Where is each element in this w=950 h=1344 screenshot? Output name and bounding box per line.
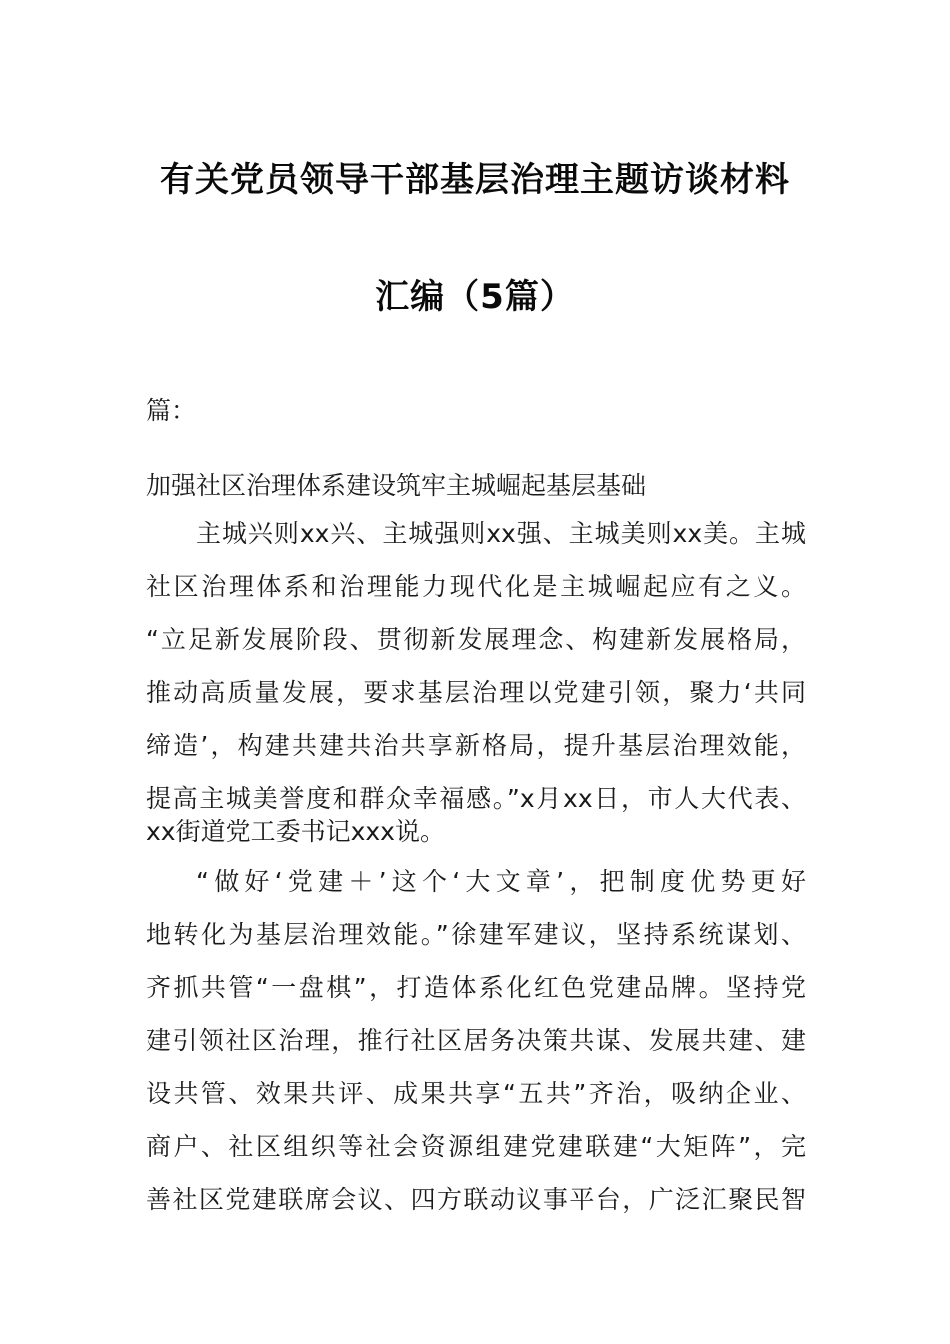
document-title-line-1: 有关党员领导干部基层治理主题访谈材料 <box>160 160 790 200</box>
paragraph-2-line: 商户、社区组织等社会资源组建党建联建“大矩阵”，完 <box>146 1132 806 1161</box>
paragraph-2-line: 设共管、效果共评、成果共享“五共”齐治，吸纳企业、 <box>146 1079 806 1108</box>
paragraph-2-line: 善社区党建联席会议、四方联动议事平台，广泛汇聚民智 <box>146 1185 806 1214</box>
paragraph-2-line: 齐抓共管“一盘棋”，打造体系化红色党建品牌。坚持党 <box>146 973 806 1002</box>
paragraph-1-line: xx街道党工委书记xxx说。 <box>146 817 445 846</box>
document-title-line-2: 汇编（5篇） <box>375 277 575 317</box>
paragraph-1-line: 主城兴则xx兴、主城强则xx强、主城美则xx美。主城 <box>196 519 806 548</box>
section-label: 篇： <box>146 396 197 425</box>
paragraph-1-line: 提高主城美誉度和群众幸福感。”x月xx日，市人大代表、 <box>146 784 806 813</box>
paragraph-2-line: 建引领社区治理，推行社区居务决策共谋、发展共建、建 <box>146 1026 806 1055</box>
paragraph-1-line: “立足新发展阶段、贯彻新发展理念、构建新发展格局， <box>146 625 806 654</box>
article-subtitle: 加强社区治理体系建设筑牢主城崛起基层基础 <box>146 471 647 500</box>
paragraph-1-line: 社区治理体系和治理能力现代化是主城崛起应有之义。 <box>146 572 806 601</box>
paragraph-1-line: 缔造’，构建共建共治共享新格局，提升基层治理效能， <box>146 731 806 760</box>
paragraph-1-line: 推动高质量发展，要求基层治理以党建引领，聚力‘共同 <box>146 678 806 707</box>
paragraph-2-line: “做好‘党建＋’这个‘大文章’，把制度优势更好 <box>196 867 806 896</box>
paragraph-2-line: 地转化为基层治理效能。”徐建军建议，坚持系统谋划、 <box>146 920 806 949</box>
